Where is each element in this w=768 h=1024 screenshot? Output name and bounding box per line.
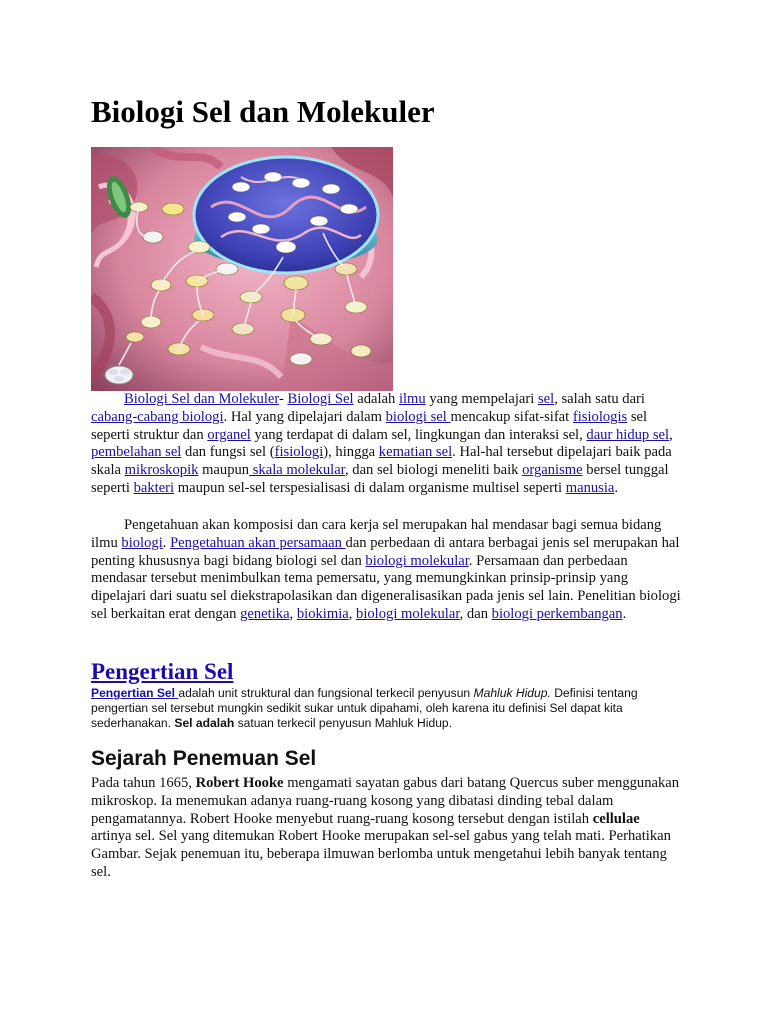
link-cabang-cabang-biologi[interactable]: cabang-cabang biologi xyxy=(91,408,224,425)
intro-paragraph xyxy=(91,391,681,498)
text-segment: , dan sel biologi meneliti baik xyxy=(344,462,523,479)
link-biologi-molekular-2[interactable]: biologi molekular xyxy=(356,605,460,622)
text-segment: bersel tunggal seperti xyxy=(91,462,669,496)
history-paragraph xyxy=(91,775,681,882)
text-segment: . Hal-hal tersebut dipelajari baik pada skala xyxy=(91,444,672,479)
knowledge-paragraph xyxy=(91,517,681,624)
link-ilmu[interactable]: ilmu xyxy=(398,391,426,407)
bold-text-robert-hooke: Robert Hooke xyxy=(195,775,284,791)
text-segment: satuan terkecil penyusun Mahluk Hidup. xyxy=(234,716,453,730)
text-segment: . xyxy=(614,479,619,496)
text-segment: Definisi tentang pengertian sel tersebut mungkin sedikit sukar untuk dipahami, oleh karena itu definisi Sel dapat kita sederhanakan. xyxy=(91,686,638,730)
link-daur-hidup-sel[interactable]: daur hidup sel xyxy=(586,426,670,443)
link-kematian-sel[interactable]: kematian sel xyxy=(378,444,453,461)
text-segment: ), hingga xyxy=(323,444,379,461)
link-biologi-sel[interactable]: Biologi Sel xyxy=(287,391,354,407)
link-skala-molekular[interactable]: skala molekular xyxy=(249,462,345,479)
text-segment: dan fungsi sel ( xyxy=(181,444,275,461)
text-segment: . Persamaan dan perbedaan mendasar tersebut menimbulkan tema pemersatu, yang memungkinkan prinsip-prinsip yang dipelajari dari suatu sel diekstrapolasikan dan digeneralisasikan pada jenis sel lain. Penelitian biologi sel berkaitan erat dengan xyxy=(91,552,681,622)
text-segment: mengamati sayatan gabus dari batang Quercus suber menggunakan mikroskop. Ia menemukan adanya ruang-ruang kosong yang dibatasi dinding tebal dalam pengamatannya. Robert Hooke menyebut ruang-ruang kosong tersebut dengan istilah xyxy=(91,775,680,827)
text-segment: Pada tahun 1665, xyxy=(91,775,196,791)
link-pengertian-sel[interactable]: Pengertian Sel xyxy=(91,686,179,700)
page-title: Biologi Sel dan Molekuler xyxy=(91,94,435,129)
link-biologi-sel-dan-molekuler[interactable]: Biologi Sel dan Molekuler xyxy=(124,391,279,407)
link-organisme[interactable]: organisme xyxy=(522,462,583,479)
text-segment: , xyxy=(289,605,297,622)
link-sel[interactable]: sel xyxy=(537,391,555,407)
link-mikroskopik[interactable]: mikroskopik xyxy=(124,462,199,479)
link-pengetahuan-akan-persamaan[interactable]: Pengetahuan akan persamaan xyxy=(170,534,346,551)
cell-illustration-svg xyxy=(91,147,393,391)
link-manusia[interactable]: manusia xyxy=(565,479,615,496)
text-segment: mencakup sifat-sifat xyxy=(450,408,573,425)
text-segment: adalah xyxy=(353,391,399,407)
emphasis-text: Mahluk Hidup. xyxy=(473,686,551,700)
link-organel[interactable]: organel xyxy=(207,426,251,443)
link-biologi-perkembangan[interactable]: biologi perkembangan xyxy=(491,605,623,622)
section-heading-sejarah: Sejarah Penemuan Sel xyxy=(91,747,317,770)
text-segment: , xyxy=(348,605,357,622)
text-segment: . xyxy=(622,605,627,622)
link-fisiologis[interactable]: fisiologis xyxy=(572,408,628,425)
text-segment: artinya sel. Sel yang ditemukan Robert Hooke merupakan sel-sel gabus yang telah mati. Perhatikan Gambar. Sejak penemuan itu, beberapa ilmuwan berlomba untuk mengetahui lebih banyak tentang sel. xyxy=(91,828,671,880)
text-segment: yang terdapat di dalam sel, lingkungan dan interaksi sel, xyxy=(250,426,587,443)
text-segment: yang mempelajari xyxy=(425,391,538,407)
link-biologi-sel-2[interactable]: biologi sel xyxy=(385,408,451,425)
text-segment: maupun xyxy=(198,462,250,479)
text-segment: - xyxy=(278,391,288,407)
link-biologi-molekular[interactable]: biologi molekular xyxy=(365,552,469,569)
cell-signaling-illustration xyxy=(91,147,393,391)
link-genetika[interactable]: genetika xyxy=(240,605,290,622)
bold-text: Sel adalah xyxy=(174,716,235,730)
link-fisiologi[interactable]: fisiologi xyxy=(274,444,324,461)
text-segment: . Hal yang dipelajari dalam xyxy=(223,408,386,425)
text-segment: dan perbedaan di antara berbagai jenis sel merupakan hal penting khususnya bagi bidang biologi sel dan xyxy=(91,534,680,569)
link-bakteri[interactable]: bakteri xyxy=(133,479,175,496)
text-segment: . xyxy=(162,534,171,551)
link-biokimia[interactable]: biokimia xyxy=(296,605,349,622)
section-heading-pengertian-sel xyxy=(91,659,233,685)
text-segment: maupun sel-sel terspesialisasi di dalam organisme multisel seperti xyxy=(174,479,566,496)
link-pengertian-sel-heading[interactable]: Pengertian Sel xyxy=(91,659,234,684)
text-segment: adalah unit struktural dan fungsional terkecil penyusun xyxy=(178,686,474,700)
bold-text-cellulae: cellulae xyxy=(592,810,640,827)
text-segment: , dan xyxy=(459,605,492,622)
text-segment: , xyxy=(669,426,673,443)
link-pembelahan-sel[interactable]: pembelahan sel xyxy=(91,444,182,461)
link-biologi[interactable]: biologi xyxy=(121,534,163,551)
text-segment: Pengetahuan akan komposisi dan cara kerja sel merupakan hal mendasar bagi semua bidang ilmu xyxy=(91,517,662,551)
definition-paragraph xyxy=(91,686,681,731)
text-segment: , salah satu dari xyxy=(554,391,645,407)
text-segment: sel seperti struktur dan xyxy=(91,408,648,443)
